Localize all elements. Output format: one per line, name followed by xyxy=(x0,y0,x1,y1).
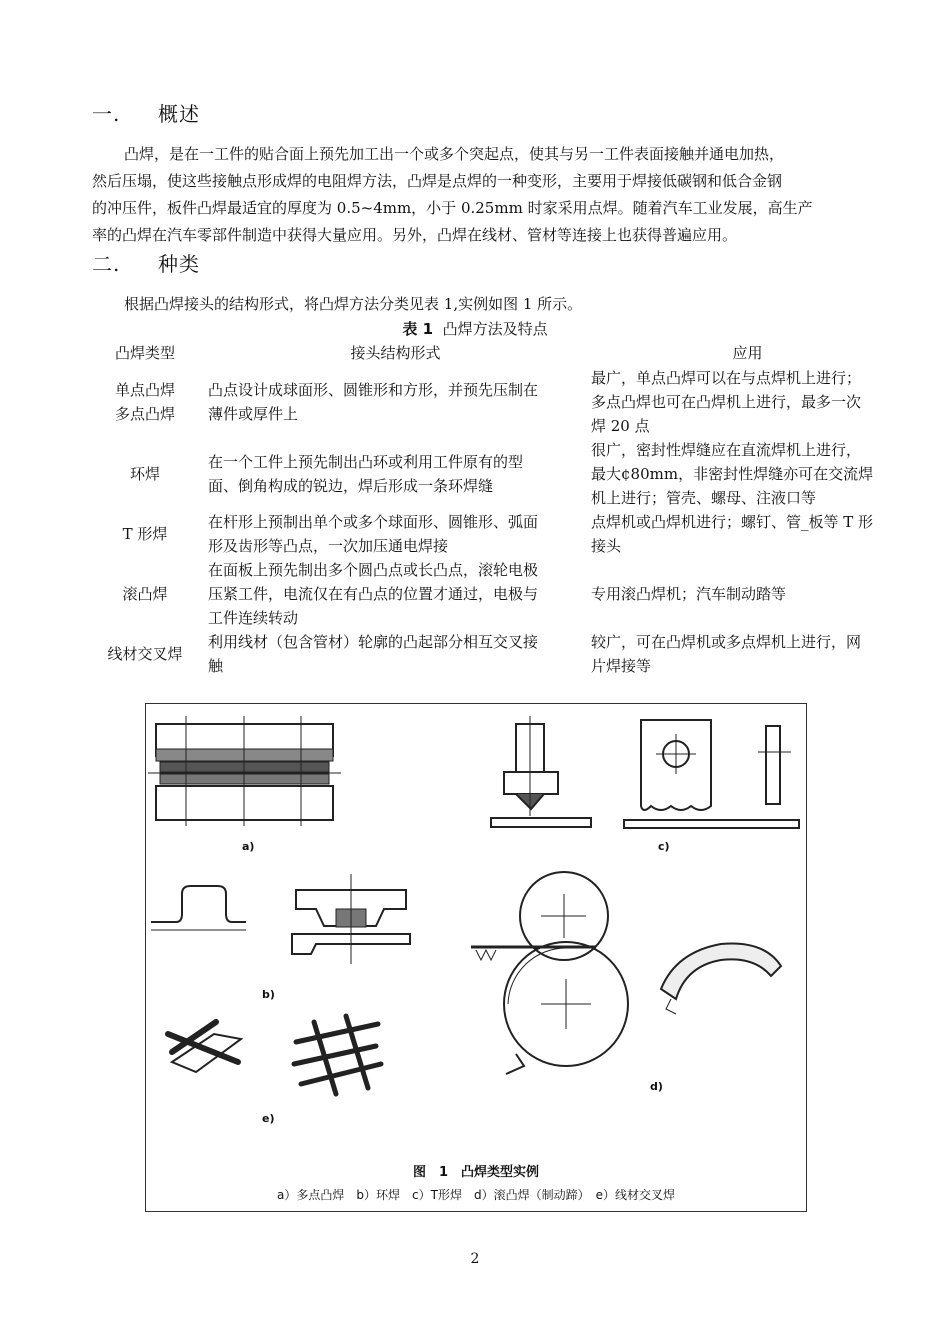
sub-figure-label-c: c) xyxy=(658,840,670,853)
section-title: 种类 xyxy=(158,252,200,276)
cell-line: 最广，单点凸焊可以在与点焊机上进行； xyxy=(591,369,862,387)
table-cell-application xyxy=(587,558,908,630)
diagram-e-wire-cross xyxy=(168,1016,381,1094)
table-caption xyxy=(0,318,950,339)
intro-line: 凸焊，是在一工件的贴合面上预先加工出一个或多个突起点，使其与另一工件表面接触并通电加热， xyxy=(124,145,785,163)
table-cell-structure xyxy=(204,510,587,558)
section-number: 二. xyxy=(92,252,121,276)
diagram-a-multi-point xyxy=(148,716,341,826)
section-heading-overview xyxy=(92,98,200,127)
cell-line: 线材交叉焊 xyxy=(107,645,183,663)
cell-line: 触 xyxy=(208,657,224,675)
cell-line: 专用滚凸焊机；汽车制动踏等 xyxy=(591,585,787,603)
cell-line: 点焊机或凸焊机进行；螺钉、管_板等 T 形 xyxy=(591,513,874,531)
diagram-c-t-type xyxy=(491,716,799,828)
cell-line: 工件连续转动 xyxy=(208,609,299,627)
cell-line: 在一个工件上预先制出凸环或利用工件原有的型 xyxy=(208,453,524,471)
intro-paragraph xyxy=(92,141,862,249)
projection-welding-table xyxy=(86,340,908,678)
cell-line: 最大¢80mm，非密封性焊缝亦可在交流焊 xyxy=(591,465,874,483)
cell-line: 利用线材（包含管材）轮廓的凸起部分相互交叉接 xyxy=(208,633,539,651)
figure-drawing xyxy=(146,704,806,1211)
cell-line: 多点凸焊也可在凸焊机上进行，最多一次 xyxy=(591,393,862,411)
cell-line: 单点凸焊 xyxy=(114,381,175,399)
figure-legend: a）多点凸焊 b）环焊 c）T形焊 d）滚凸焊（制动蹄） e）线材交叉焊 xyxy=(277,1188,675,1202)
cell-line: 焊 20 点 xyxy=(591,417,650,435)
sub-figure-label-d: d) xyxy=(650,1080,663,1093)
section-title: 概述 xyxy=(158,102,200,126)
table-cell-type xyxy=(86,510,204,558)
cell-line: 凸点设计成球面形、圆锥形和方形，并预先压制在 xyxy=(208,381,539,399)
table-header-row xyxy=(86,340,908,366)
table-row xyxy=(86,438,908,510)
intro-line: 率的凸焊在汽车零部件制造中获得大量应用。另外，凸焊在线材、管材等连接上也获得普遍应用。 xyxy=(92,226,738,244)
page-number: 2 xyxy=(470,1251,480,1267)
section-number: 一. xyxy=(92,102,121,126)
sub-figure-label-e: e) xyxy=(262,1112,275,1125)
table-caption-label: 表 1 xyxy=(402,320,434,338)
table-cell-structure xyxy=(204,438,587,510)
figure-title: 图 1 凸焊类型实例 xyxy=(412,1165,540,1180)
diagram-b-ring xyxy=(151,874,410,964)
cell-line: 形及齿形等凸点，一次加压通电焊接 xyxy=(208,537,449,555)
table-header: 凸焊类型 xyxy=(114,344,175,362)
table-cell-application xyxy=(587,510,908,558)
cell-line: 在杆形上预制出单个或多个球面形、圆锥形、弧面 xyxy=(208,513,539,531)
cell-line: 环焊 xyxy=(129,465,160,483)
cell-line: 很广，密封性焊缝应在直流焊机上进行， xyxy=(591,441,862,459)
cell-line: 片焊接等 xyxy=(591,657,652,675)
cell-line: 机上进行；管壳、螺母、注液口等 xyxy=(591,489,817,507)
table-cell-application xyxy=(587,438,908,510)
classify-paragraph: 根据凸焊接头的结构形式，将凸焊方法分类见表 1,实例如图 1 所示。 xyxy=(124,295,583,313)
table-cell-application xyxy=(587,630,908,678)
cell-line: 较广，可在凸焊机或多点焊机上进行，网 xyxy=(591,633,862,651)
table-cell-type xyxy=(86,438,204,510)
cell-line: 面、倒角构成的锐边，焊后形成一条环焊缝 xyxy=(208,477,494,495)
sub-figure-label-b: b) xyxy=(262,988,275,1001)
table-row xyxy=(86,510,908,558)
cell-line: 滚凸焊 xyxy=(122,585,168,603)
table-header: 应用 xyxy=(732,344,763,362)
table-cell-type xyxy=(86,558,204,630)
diagram-d-roller xyxy=(471,872,781,1074)
table-cell-structure xyxy=(204,558,587,630)
cell-line: T 形焊 xyxy=(122,525,168,543)
intro-line: 然后压塌，使这些接触点形成焊的电阻焊方法，凸焊是点焊的一种变形，主要用于焊接低碳钢和低合金钢 xyxy=(92,172,783,190)
table-row xyxy=(86,558,908,630)
table-row xyxy=(86,366,908,438)
table-cell-structure xyxy=(204,630,587,678)
table-cell-structure xyxy=(204,366,587,438)
cell-line: 在面板上预先制出多个圆凸点或长凸点，滚轮电极 xyxy=(208,561,539,579)
table-cell-type xyxy=(86,366,204,438)
cell-line: 接头 xyxy=(591,537,622,555)
section-heading-types xyxy=(92,248,200,277)
cell-line: 多点凸焊 xyxy=(114,405,175,423)
cell-line: 压紧工件，电流仅在有凸点的位置才通过，电极与 xyxy=(208,585,539,603)
figure-projection-welding-examples xyxy=(145,703,807,1212)
table-cell-type xyxy=(86,630,204,678)
table-caption-text: 凸焊方法及特点 xyxy=(442,320,548,338)
cell-line: 薄件或厚件上 xyxy=(208,405,299,423)
table-row xyxy=(86,630,908,678)
intro-line: 的冲压件，板件凸焊最适宜的厚度为 0.5~4mm，小于 0.25mm 时家采用点焊。随着汽车工业发展，高生产 xyxy=(92,199,813,217)
table-header: 接头结构形式 xyxy=(350,344,441,362)
sub-figure-label-a: a) xyxy=(242,840,255,853)
table-cell-application xyxy=(587,366,908,438)
